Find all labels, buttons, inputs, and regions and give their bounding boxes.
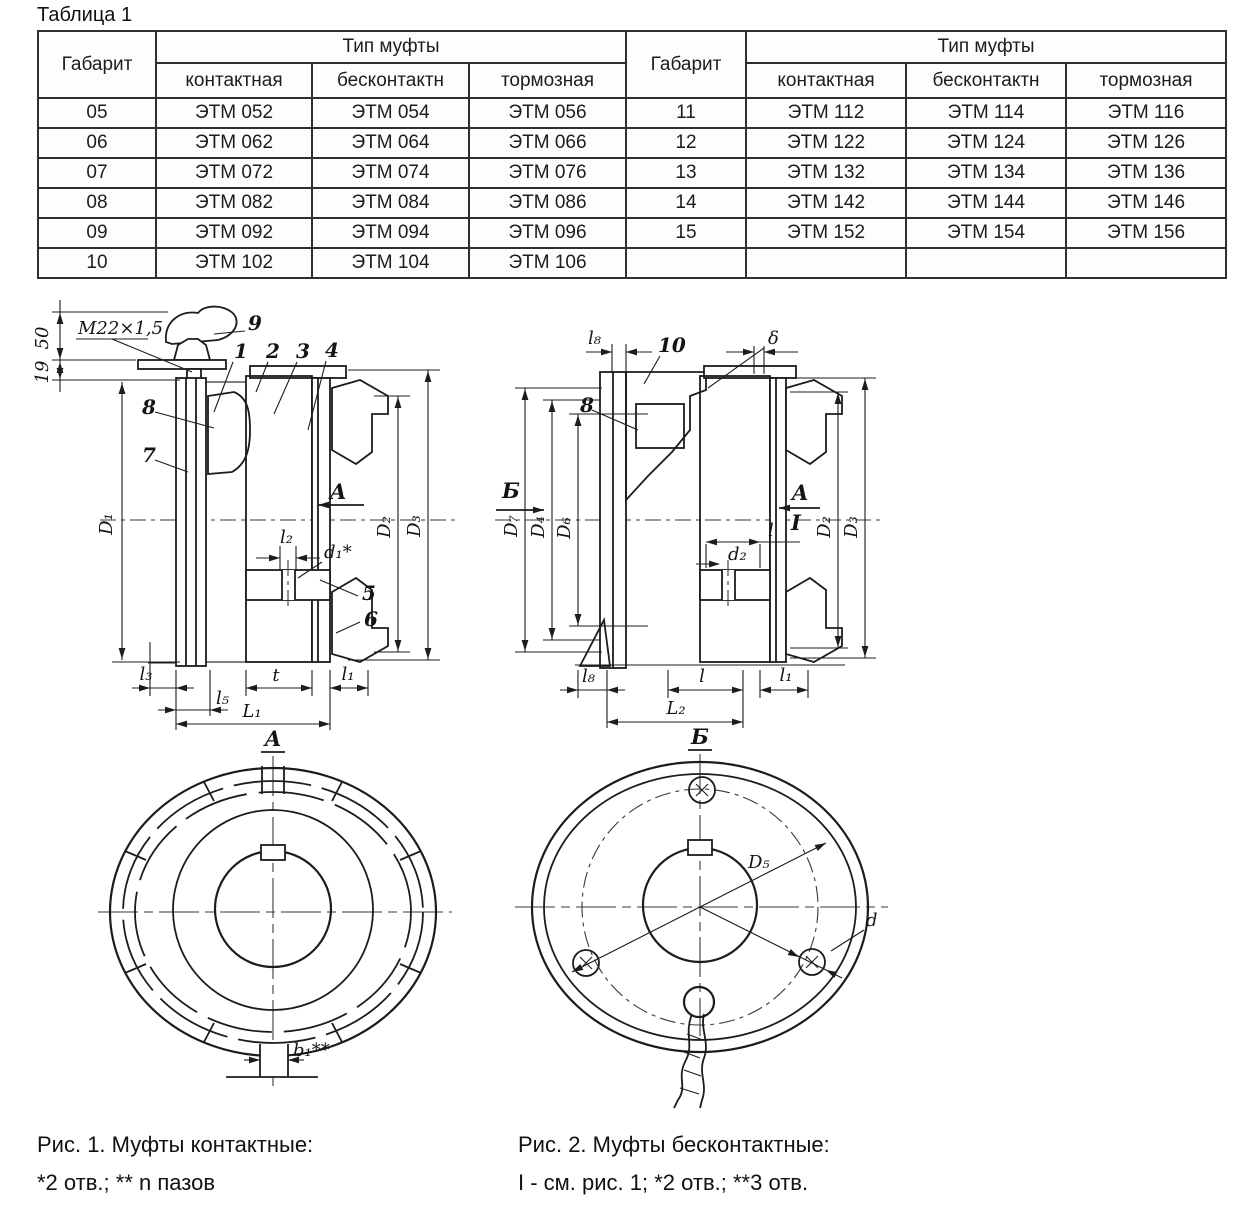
technical-drawings [0,292,1253,1122]
callout-6: 6 [364,607,378,631]
dim-label-l5: l₅ [216,688,229,709]
table-row [38,128,626,158]
cell: ЭТМ 052 [156,98,312,128]
dim-label-l-bottom: l [699,666,705,687]
dim-label-L1: L₁ [242,701,262,722]
table-row [626,98,1226,128]
dim-label-delta: δ [768,328,779,349]
cell: ЭТМ 082 [156,188,312,218]
fig1-caption-block [37,1126,313,1202]
cell: ЭТМ 062 [156,128,312,158]
cell: ЭТМ 146 [1066,188,1226,218]
col-header: бесконтактн [312,63,469,98]
cell: ЭТМ 064 [312,128,469,158]
callout-3: 3 [296,339,310,363]
table-row [38,218,626,248]
col-header: контактная [746,63,906,98]
col-header: тормозная [469,63,626,98]
table-row [626,31,1226,63]
cell: ЭТМ 094 [312,218,469,248]
thread-label: M22×1,5 [78,318,164,339]
cell: ЭТМ 056 [469,98,626,128]
table-row [38,98,626,128]
callout-7: 7 [142,443,156,467]
view-a-title: A [264,726,282,751]
callout-1: 1 [234,339,248,363]
view-b-front-drawing [515,724,888,1108]
cell: 08 [38,188,156,218]
cell: ЭТМ 144 [906,188,1066,218]
dim-label-d3: D₃ [404,515,425,537]
callout-2: 2 [266,339,280,363]
dim-label-b1: b₁** [293,1040,330,1061]
dim-label-d-hole: d [866,910,878,931]
table-row [38,248,626,278]
dim-label-d1-star: d₁* [324,542,352,563]
cell: ЭТМ 104 [312,248,469,278]
cell: ЭТМ 136 [1066,158,1226,188]
cell: 13 [626,158,746,188]
cell: ЭТМ 132 [746,158,906,188]
dim-19: 19 [32,360,53,384]
col-group-header: Тип муфты [746,31,1226,63]
cell: 10 [38,248,156,278]
couplings-table-left [37,30,627,279]
dim-label-t: t [272,665,280,686]
cell: 05 [38,98,156,128]
detail-i-label: I [791,510,801,535]
cell [906,248,1066,278]
view-a-front-drawing [98,726,452,1086]
dim-label-d5: D₅ [748,852,770,873]
table-row [626,158,1226,188]
dim-label-l-mid: l [768,520,774,541]
view-a-arrow-label-fig2: A [792,480,809,505]
cell: ЭТМ 066 [469,128,626,158]
cell: ЭТМ 154 [906,218,1066,248]
callout-8: 8 [142,395,156,419]
cell: ЭТМ 114 [906,98,1066,128]
view-a-arrow-label: A [330,479,347,504]
cell: ЭТМ 124 [906,128,1066,158]
dim-label-l8-top: l₈ [588,328,601,349]
table-title: Таблица 1 [37,4,133,26]
cell [746,248,906,278]
cell: ЭТМ 142 [746,188,906,218]
dim-label-d1: D₁ [96,513,117,535]
col-header: тормозная [1066,63,1226,98]
view-b-arrow-label: Б [502,478,520,503]
cell: 15 [626,218,746,248]
dim-label-l2: l₂ [280,527,293,548]
table-row [38,31,626,63]
dim-label-l3: l₃ [139,664,153,685]
dim-label-l1: l₁ [341,664,355,685]
cell: ЭТМ 106 [469,248,626,278]
dim-label-l8-bottom: l₈ [582,666,595,687]
fig2-caption: Рис. 2. Муфты бесконтактные: [518,1132,830,1157]
couplings-table-right [625,30,1227,279]
dim-label-d2: D₂ [374,516,395,538]
cell: 09 [38,218,156,248]
table-row [626,128,1226,158]
cell: ЭТМ 116 [1066,98,1226,128]
cell: 14 [626,188,746,218]
cell: ЭТМ 156 [1066,218,1226,248]
cell: ЭТМ 096 [469,218,626,248]
table-row [626,188,1226,218]
table-row [626,248,1226,278]
fig2-section-drawing [495,328,885,728]
dim-label-d4: D₄ [528,516,549,538]
cell [1066,248,1226,278]
dim-label-d3-fig2: D₃ [841,516,862,538]
callout-10: 10 [658,333,686,357]
col-header: контактная [156,63,312,98]
callout-4: 4 [325,338,339,362]
dim-label-l1-fig2: l₁ [779,665,793,686]
cell: ЭТМ 134 [906,158,1066,188]
table-row [38,188,626,218]
cell: ЭТМ 076 [469,158,626,188]
dim-label-d2-fig2: D₂ [814,516,835,538]
cell: 07 [38,158,156,188]
fig2-caption-block [518,1126,830,1202]
col-header: бесконтактн [906,63,1066,98]
fig1-note: *2 отв.; ** n пазов [37,1170,216,1195]
dim-label-L2: L₂ [666,698,686,719]
cell: ЭТМ 112 [746,98,906,128]
col-header-gabarit: Габарит [38,31,156,98]
cell [626,248,746,278]
cell: ЭТМ 074 [312,158,469,188]
cell: ЭТМ 086 [469,188,626,218]
cell: ЭТМ 102 [156,248,312,278]
fig1-caption: Рис. 1. Муфты контактные: [37,1132,314,1157]
callout-5: 5 [362,581,376,605]
dim-label-d6: D₆ [554,517,575,539]
cell: ЭТМ 152 [746,218,906,248]
dim-label-d7: D₇ [501,515,522,537]
couplings-tables [37,30,1227,279]
col-group-header: Тип муфты [156,31,626,63]
callout-8-fig2: 8 [580,393,594,417]
dim-label-d2-hole: d₂ [728,544,747,565]
table-row [626,218,1226,248]
cell: ЭТМ 084 [312,188,469,218]
cell: 12 [626,128,746,158]
dim-50: 50 [32,326,53,350]
fig2-note: I - см. рис. 1; *2 отв.; **3 отв. [518,1170,809,1195]
cell: ЭТМ 072 [156,158,312,188]
view-b-title: Б [691,724,709,749]
cell: 11 [626,98,746,128]
cell: ЭТМ 122 [746,128,906,158]
col-header-gabarit: Габарит [626,31,746,98]
cell: ЭТМ 126 [1066,128,1226,158]
cell: ЭТМ 092 [156,218,312,248]
cell: ЭТМ 054 [312,98,469,128]
cell: 06 [38,128,156,158]
callout-9: 9 [248,311,262,335]
fig1-section-drawing [32,300,460,730]
table-row [38,158,626,188]
